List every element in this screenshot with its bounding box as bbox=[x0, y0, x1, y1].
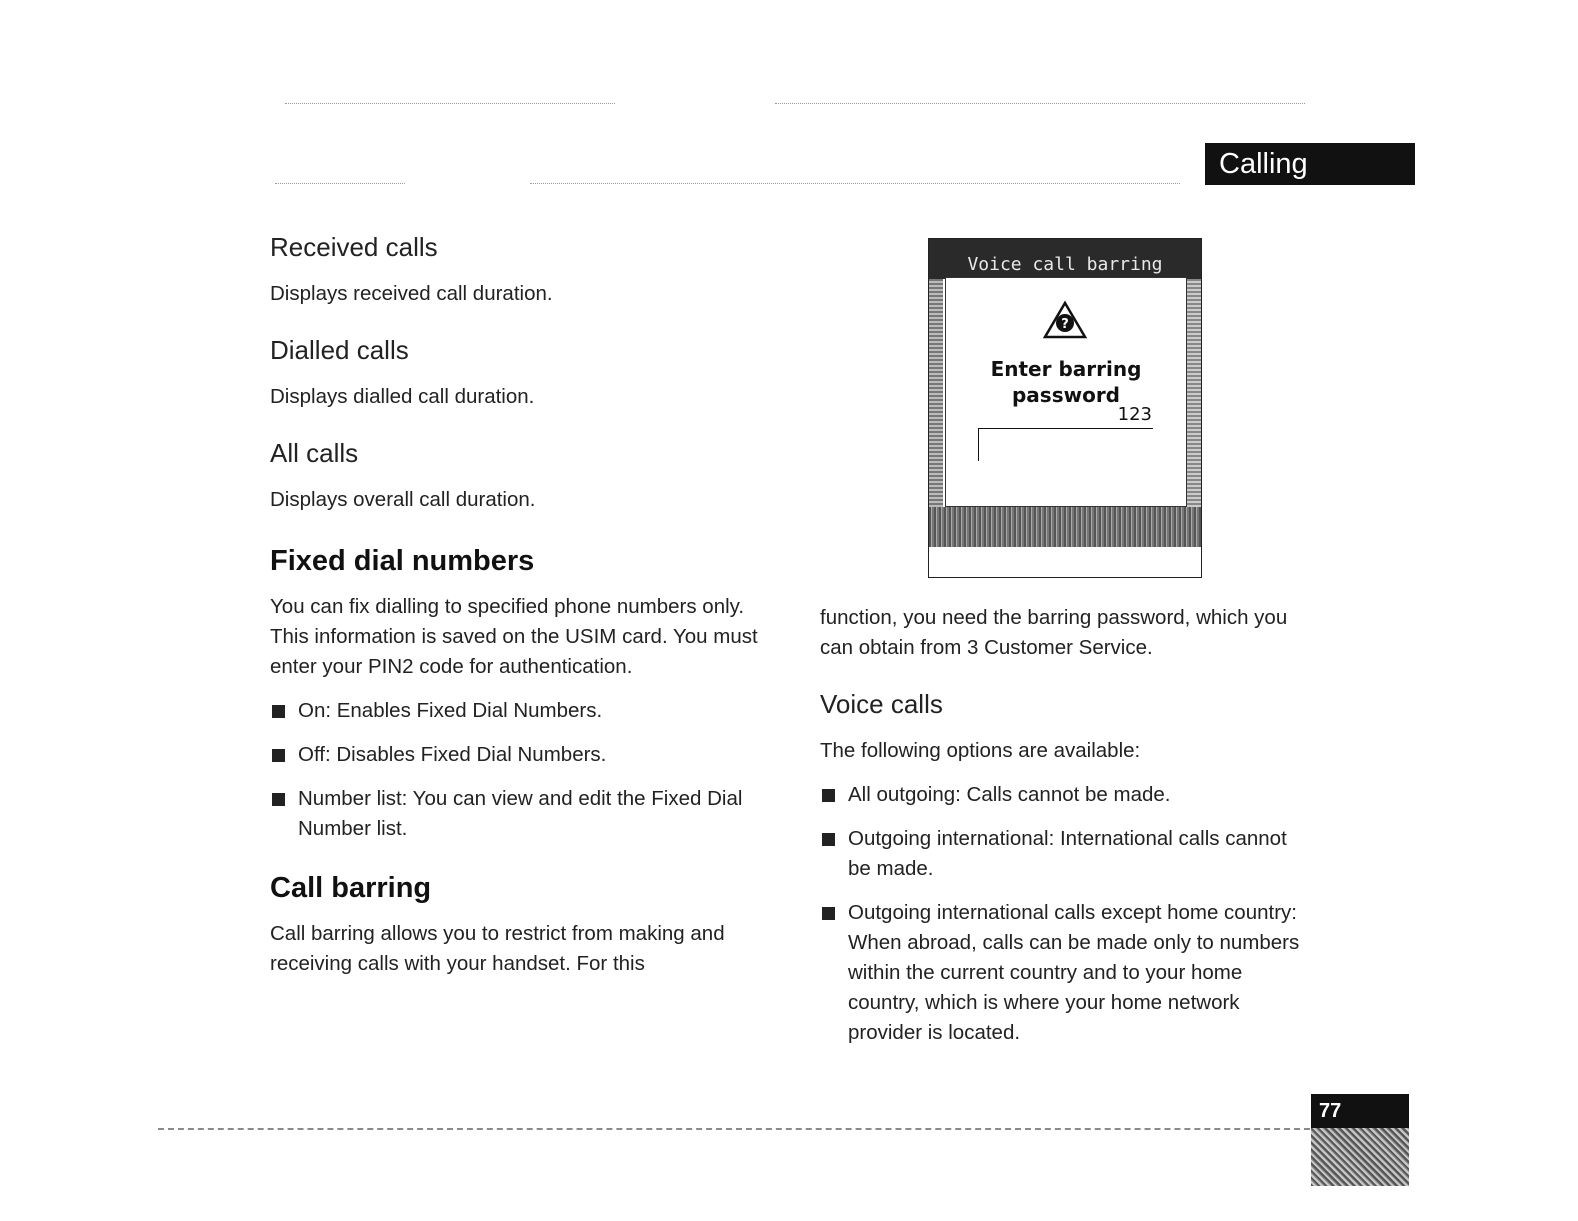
left-column bbox=[270, 232, 770, 999]
dialled-calls-title: Dialled calls bbox=[270, 335, 409, 365]
call-barring-heading: Call barring bbox=[270, 872, 432, 904]
bullet-square-icon bbox=[272, 793, 285, 806]
dialled-calls-text: Displays dialled call duration. bbox=[270, 385, 535, 408]
right-column bbox=[820, 603, 1320, 1062]
list-item-text: Outgoing international: International calls cannot be made. bbox=[848, 827, 1287, 880]
section-tab: Calling bbox=[1205, 143, 1415, 185]
received-calls-title: Received calls bbox=[270, 232, 438, 262]
scan-noise-line bbox=[775, 103, 1305, 105]
voice-calls-intro: The following options are available: bbox=[820, 739, 1141, 762]
call-barring-intro: Call barring allows you to restrict from making and receiving calls with your handset. For this bbox=[270, 922, 725, 975]
bullet-square-icon bbox=[822, 789, 835, 802]
bullet-square-icon bbox=[822, 833, 835, 846]
list-item-text: Off: Disables Fixed Dial Numbers. bbox=[298, 743, 607, 766]
received-calls-text: Displays received call duration. bbox=[270, 282, 553, 305]
scan-noise-line bbox=[530, 183, 1180, 185]
voice-calls-title: Voice calls bbox=[820, 689, 943, 719]
bullet-square-icon bbox=[272, 749, 285, 762]
list-item-text: All outgoing: Calls cannot be made. bbox=[848, 783, 1171, 806]
list-item bbox=[270, 784, 770, 844]
voice-calls-options bbox=[820, 780, 1320, 1048]
list-item-text: On: Enables Fixed Dial Numbers. bbox=[298, 699, 603, 722]
phone-softkey-strip bbox=[929, 507, 1201, 547]
list-item-text: Number list: You can view and edit the Fixed Dial Number list. bbox=[298, 787, 743, 840]
call-barring-continuation: function, you need the barring password, which you can obtain from 3 Customer Service. bbox=[820, 606, 1288, 659]
list-item bbox=[820, 898, 1308, 1048]
list-item bbox=[270, 696, 770, 726]
phone-screen-title: Voice call barring bbox=[929, 239, 1201, 279]
list-item bbox=[820, 780, 1320, 810]
bullet-square-icon bbox=[822, 907, 835, 920]
page-number-texture bbox=[1311, 1128, 1409, 1186]
prompt-line-1: Enter barring bbox=[990, 357, 1142, 381]
input-mode-indicator: 123 bbox=[1117, 404, 1152, 425]
scan-noise-line bbox=[285, 103, 615, 105]
list-item-text: Outgoing international calls except home country: When abroad, calls can be made only to numbers within the current country and to your home country, which is where your home network provider is located. bbox=[848, 901, 1300, 1044]
phone-screen bbox=[928, 238, 1202, 578]
scan-noise-line bbox=[275, 183, 405, 185]
password-dialog bbox=[945, 277, 1187, 507]
list-item bbox=[270, 740, 770, 770]
fixed-dial-intro: You can fix dialling to specified phone numbers only. This information is saved on the USIM card. You must enter your PIN2 code for authentication. bbox=[270, 595, 758, 678]
fixed-dial-options bbox=[270, 696, 770, 844]
password-input[interactable] bbox=[978, 428, 1153, 461]
page-number: 77 bbox=[1311, 1094, 1409, 1128]
bullet-square-icon bbox=[272, 705, 285, 718]
list-item bbox=[820, 824, 1288, 884]
footer-divider bbox=[158, 1128, 1310, 1130]
fixed-dial-heading: Fixed dial numbers bbox=[270, 545, 535, 577]
svg-text:?: ? bbox=[1061, 317, 1069, 332]
all-calls-title: All calls bbox=[270, 438, 359, 468]
warning-question-icon bbox=[1043, 300, 1087, 340]
prompt-line-2: password bbox=[1011, 383, 1121, 407]
password-prompt bbox=[946, 356, 1186, 408]
all-calls-text: Displays overall call duration. bbox=[270, 488, 536, 511]
